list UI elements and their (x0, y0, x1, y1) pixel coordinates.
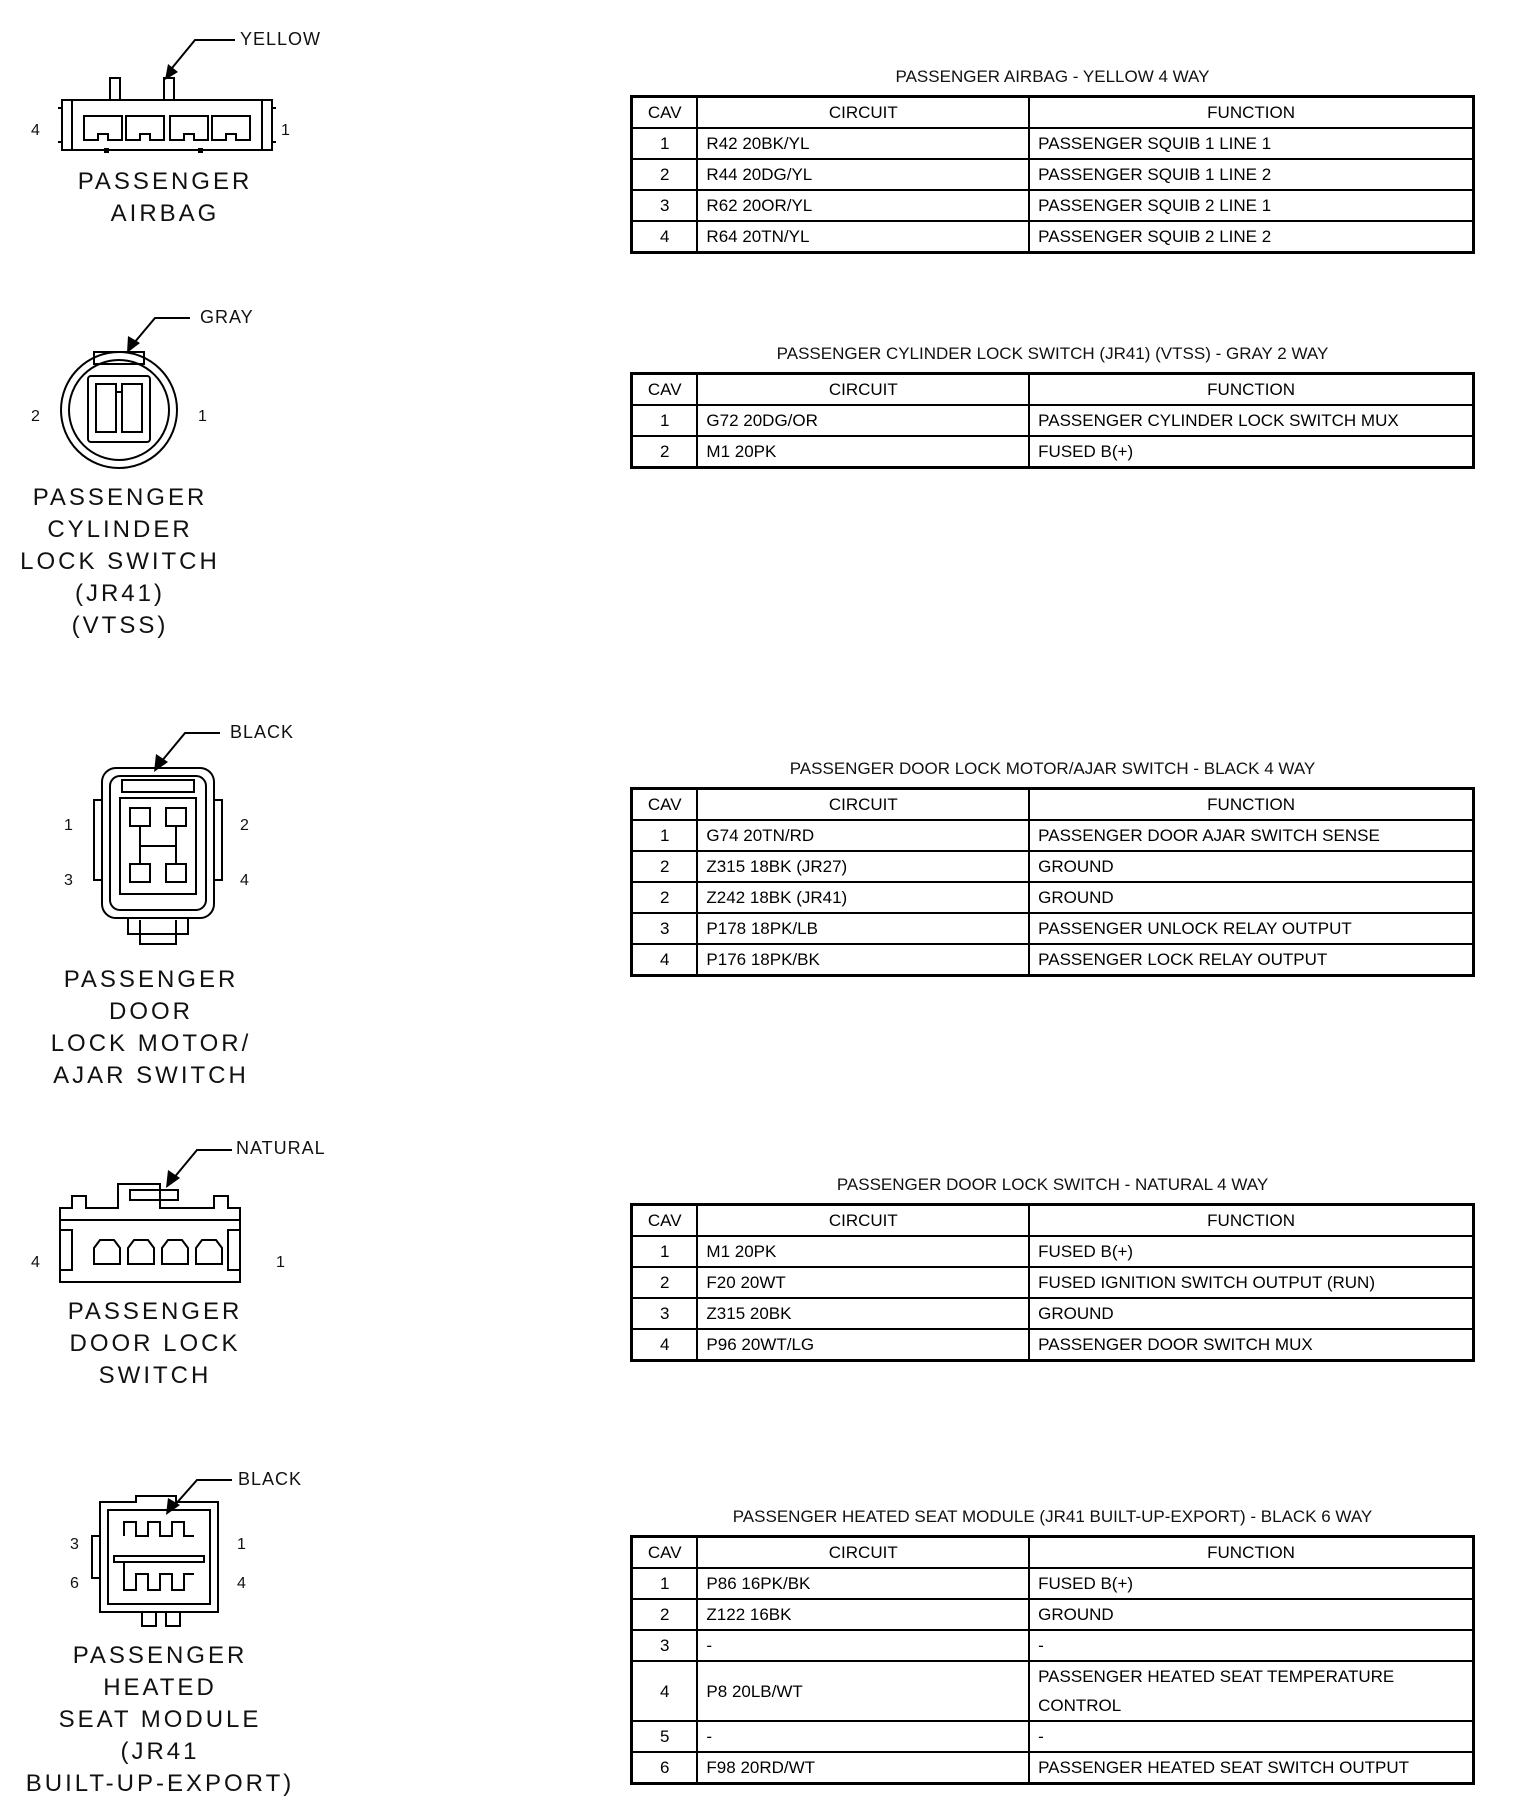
cav-cell: 4 (632, 221, 698, 253)
function-cell: GROUND (1029, 882, 1473, 913)
heated-seat-pin-4: 4 (237, 1575, 246, 1592)
table-row (632, 1752, 1474, 1784)
cav-cell: 1 (632, 128, 698, 159)
table-row (632, 436, 1474, 468)
table-row (632, 1329, 1474, 1361)
airbag-pin-1: 1 (281, 122, 290, 139)
airbag-color-tag: YELLOW (240, 29, 322, 49)
airbag-connector-label: PASSENGER AIRBAG (77, 168, 253, 227)
function-cell: PASSENGER UNLOCK RELAY OUTPUT (1029, 913, 1473, 944)
circuit-header: CIRCUIT (697, 789, 1029, 821)
table-row (632, 1568, 1474, 1599)
cav-cell: 3 (632, 1630, 698, 1661)
table-row (632, 1661, 1474, 1721)
airbag-pinout-table (630, 95, 1475, 254)
door-lock-switch-connector-label: PASSENGER DOOR LOCK SWITCH (67, 1298, 243, 1389)
function-cell: GROUND (1029, 851, 1473, 882)
circuit-cell: P178 18PK/LB (697, 913, 1029, 944)
cav-cell: 2 (632, 1599, 698, 1630)
door-lock-switch-table-title: PASSENGER DOOR LOCK SWITCH - NATURAL 4 WAY (836, 1175, 1269, 1194)
table-row (632, 913, 1474, 944)
circuit-cell: Z315 18BK (JR27) (697, 851, 1029, 882)
function-cell: PASSENGER DOOR SWITCH MUX (1029, 1329, 1473, 1361)
table-row (632, 820, 1474, 851)
airbag-table-title: PASSENGER AIRBAG - YELLOW 4 WAY (895, 67, 1210, 86)
door-lock-motor-pin-2: 2 (240, 817, 249, 834)
circuit-cell: Z242 18BK (JR41) (697, 882, 1029, 913)
circuit-cell: P176 18PK/BK (697, 944, 1029, 976)
function-cell: PASSENGER HEATED SEAT SWITCH OUTPUT (1029, 1752, 1473, 1784)
function-header: FUNCTION (1029, 374, 1473, 406)
table-header-row (632, 1205, 1474, 1237)
door-lock-motor-pin-3: 3 (64, 872, 73, 889)
function-cell: PASSENGER DOOR AJAR SWITCH SENSE (1029, 820, 1473, 851)
function-cell: PASSENGER LOCK RELAY OUTPUT (1029, 944, 1473, 976)
cav-cell: 1 (632, 1568, 698, 1599)
function-cell: PASSENGER SQUIB 1 LINE 2 (1029, 159, 1473, 190)
cav-header: CAV (632, 374, 698, 406)
circuit-cell: G72 20DG/OR (697, 405, 1029, 436)
circuit-cell: F98 20RD/WT (697, 1752, 1029, 1784)
cav-cell: 2 (632, 159, 698, 190)
table-header-row (632, 1537, 1474, 1569)
cylinder-lock-pin-2: 2 (31, 408, 40, 425)
circuit-header: CIRCUIT (697, 374, 1029, 406)
circuit-cell: Z315 20BK (697, 1298, 1029, 1329)
table-header-row (632, 789, 1474, 821)
cav-cell: 2 (632, 436, 698, 468)
table-row (632, 221, 1474, 253)
table-row (632, 405, 1474, 436)
door-lock-switch-pin-4: 4 (31, 1254, 40, 1271)
circuit-cell: P8 20LB/WT (697, 1661, 1029, 1721)
function-header: FUNCTION (1029, 97, 1473, 129)
table-row (632, 1721, 1474, 1752)
cav-cell: 2 (632, 1267, 698, 1298)
function-cell: FUSED B(+) (1029, 1568, 1473, 1599)
function-cell: FUSED IGNITION SWITCH OUTPUT (RUN) (1029, 1267, 1473, 1298)
door-lock-motor-pin-1: 1 (64, 817, 73, 834)
function-cell: PASSENGER SQUIB 1 LINE 1 (1029, 128, 1473, 159)
cav-cell: 1 (632, 1236, 698, 1267)
table-row (632, 190, 1474, 221)
circuit-cell: R42 20BK/YL (697, 128, 1029, 159)
door-lock-switch-pinout-table (630, 1203, 1475, 1362)
cav-cell: 6 (632, 1752, 698, 1784)
heated-seat-pinout-table (630, 1535, 1475, 1785)
table-row (632, 1630, 1474, 1661)
door-lock-switch-pin-1: 1 (276, 1254, 285, 1271)
circuit-cell: M1 20PK (697, 436, 1029, 468)
circuit-cell: G74 20TN/RD (697, 820, 1029, 851)
function-cell: PASSENGER SQUIB 2 LINE 1 (1029, 190, 1473, 221)
circuit-cell: R62 20OR/YL (697, 190, 1029, 221)
function-header: FUNCTION (1029, 789, 1473, 821)
airbag-pin-4: 4 (31, 122, 40, 139)
heated-seat-color-tag: BLACK (238, 1469, 303, 1489)
cylinder-lock-table-title: PASSENGER CYLINDER LOCK SWITCH (JR41) (VTSS) - GRAY 2 WAY (776, 344, 1329, 363)
cav-cell: 5 (632, 1721, 698, 1752)
circuit-cell: P96 20WT/LG (697, 1329, 1029, 1361)
function-header: FUNCTION (1029, 1205, 1473, 1237)
heated-seat-connector-label: PASSENGER HEATED SEAT MODULE (JR41 BUILT-UP-EXPORT) (25, 1642, 295, 1797)
circuit-cell: P86 16PK/BK (697, 1568, 1029, 1599)
circuit-header: CIRCUIT (697, 97, 1029, 129)
heated-seat-pin-1: 1 (237, 1536, 246, 1553)
cav-cell: 3 (632, 913, 698, 944)
circuit-cell: - (697, 1721, 1029, 1752)
function-cell: FUSED B(+) (1029, 1236, 1473, 1267)
function-cell: PASSENGER SQUIB 2 LINE 2 (1029, 221, 1473, 253)
cav-cell: 3 (632, 190, 698, 221)
function-cell: PASSENGER CYLINDER LOCK SWITCH MUX (1029, 405, 1473, 436)
door-lock-motor-pin-4: 4 (240, 872, 249, 889)
table-row (632, 1236, 1474, 1267)
function-cell: - (1029, 1721, 1473, 1752)
cav-header: CAV (632, 1205, 698, 1237)
heated-seat-pin-6: 6 (70, 1575, 79, 1592)
cav-cell: 4 (632, 1329, 698, 1361)
cylinder-lock-pin-1: 1 (198, 408, 207, 425)
function-header: FUNCTION (1029, 1537, 1473, 1569)
function-cell: - (1029, 1630, 1473, 1661)
heated-seat-table-title: PASSENGER HEATED SEAT MODULE (JR41 BUILT-UP-EXPORT) - BLACK 6 WAY (732, 1507, 1373, 1526)
cylinder-lock-connector-label: PASSENGER CYLINDER LOCK SWITCH (JR41) (VTSS) (20, 484, 220, 639)
heated-seat-pin-3: 3 (70, 1536, 79, 1553)
cav-cell: 4 (632, 1661, 698, 1721)
table-header-row (632, 97, 1474, 129)
circuit-cell: F20 20WT (697, 1267, 1029, 1298)
table-row (632, 1298, 1474, 1329)
cav-header: CAV (632, 1537, 698, 1569)
cylinder-lock-pinout-table (630, 372, 1475, 469)
cav-cell: 1 (632, 820, 698, 851)
function-cell: GROUND (1029, 1599, 1473, 1630)
cav-cell: 3 (632, 1298, 698, 1329)
cav-header: CAV (632, 97, 698, 129)
table-row (632, 1267, 1474, 1298)
circuit-cell: R44 20DG/YL (697, 159, 1029, 190)
door-lock-switch-color-tag: NATURAL (236, 1138, 326, 1158)
cav-cell: 2 (632, 851, 698, 882)
cav-cell: 2 (632, 882, 698, 913)
table-row (632, 944, 1474, 976)
circuit-cell: Z122 16BK (697, 1599, 1029, 1630)
table-row (632, 1599, 1474, 1630)
table-row (632, 882, 1474, 913)
table-row (632, 851, 1474, 882)
cav-cell: 4 (632, 944, 698, 976)
door-lock-motor-connector-label: PASSENGER DOOR LOCK MOTOR/ AJAR SWITCH (50, 966, 252, 1089)
function-cell: GROUND (1029, 1298, 1473, 1329)
cylinder-lock-color-tag: GRAY (200, 307, 254, 327)
table-row (632, 159, 1474, 190)
circuit-header: CIRCUIT (697, 1205, 1029, 1237)
circuit-header: CIRCUIT (697, 1537, 1029, 1569)
table-row (632, 128, 1474, 159)
cav-header: CAV (632, 789, 698, 821)
circuit-cell: - (697, 1630, 1029, 1661)
circuit-cell: M1 20PK (697, 1236, 1029, 1267)
door-lock-motor-table-title: PASSENGER DOOR LOCK MOTOR/AJAR SWITCH - BLACK 4 WAY (789, 759, 1316, 778)
circuit-cell: R64 20TN/YL (697, 221, 1029, 253)
door-lock-motor-pinout-table (630, 787, 1475, 977)
heated-seat-connector-drawing (0, 0, 320, 1640)
table-header-row (632, 374, 1474, 406)
cav-cell: 1 (632, 405, 698, 436)
function-cell: PASSENGER HEATED SEAT TEMPERATURE CONTROL (1029, 1661, 1473, 1721)
door-lock-motor-color-tag: BLACK (230, 722, 295, 742)
function-cell: FUSED B(+) (1029, 436, 1473, 468)
